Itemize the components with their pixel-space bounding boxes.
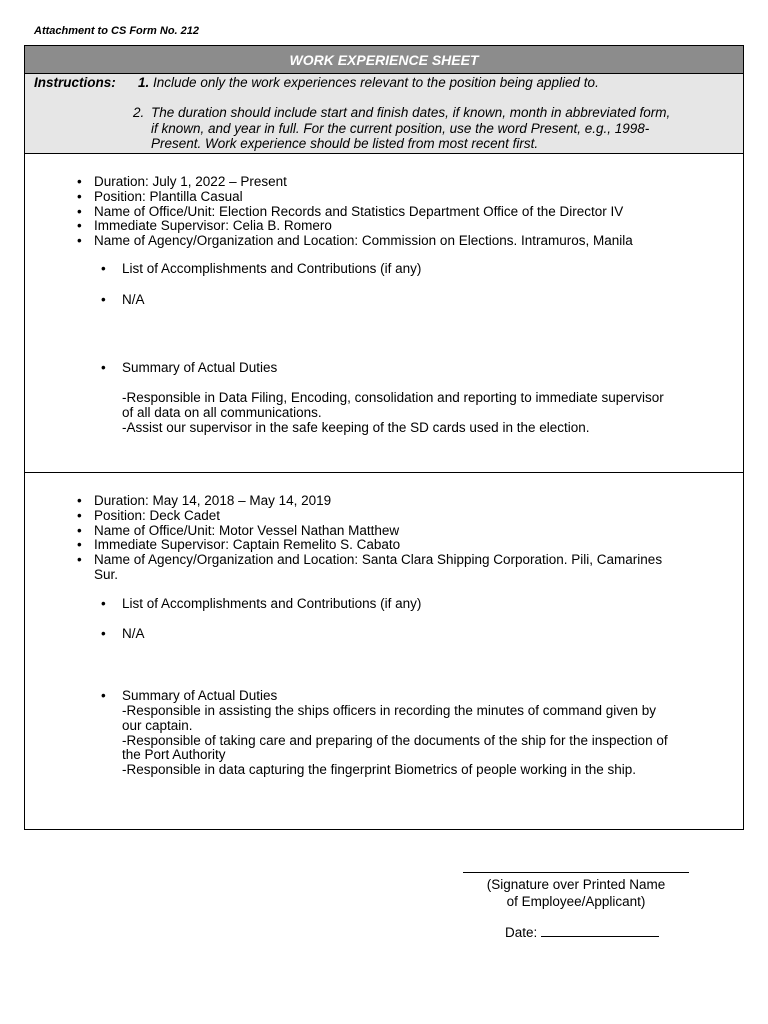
instruction-2-number: 2. — [133, 105, 145, 120]
duty-line: of all data on all communications. — [122, 404, 322, 420]
bullet-icon: • — [101, 360, 106, 375]
instructions-panel — [25, 74, 743, 154]
signature-caption-line-2: of Employee/Applicant) — [506, 894, 646, 909]
instruction-1-number: 1. — [138, 75, 150, 90]
date-label: Date: — [505, 925, 538, 940]
attachment-label: Attachment to CS Form No. 212 — [34, 25, 200, 37]
duties-label: Summary of Actual Duties — [122, 360, 278, 375]
bullet-icon: • — [101, 688, 106, 703]
entry-office: • Name of Office/Unit: Election Records and Statistics Department Office of the Director IV — [77, 205, 737, 220]
accomplishments-label: List of Accomplishments and Contributions (if any) — [122, 261, 422, 276]
entry-agency — [77, 553, 737, 583]
signature-caption-line-1: (Signature over Printed Name — [486, 877, 666, 892]
date-field — [505, 925, 659, 940]
duty-line: our captain. — [122, 717, 193, 733]
duty-line: the Port Authority — [122, 747, 226, 763]
accomplishments-label: List of Accomplishments and Contributions (if any) — [122, 596, 422, 611]
entry-position: • Position: Plantilla Casual — [77, 190, 737, 205]
duty-line: -Responsible in assisting the ships officers in recording the minutes of command given by — [122, 703, 657, 718]
duties-label: Summary of Actual Duties — [122, 688, 278, 703]
instruction-item-1 — [138, 75, 599, 90]
accomplishments-value: N/A — [122, 292, 145, 307]
duty-line: -Responsible of taking care and preparing of the documents of the ship for the inspection of — [122, 732, 668, 748]
bullet-icon: • — [101, 596, 106, 611]
instruction-1-text: Include only the work experiences relevant to the position being applied to. — [153, 75, 599, 90]
entry-2-duties — [122, 704, 734, 778]
entry-supervisor: • Immediate Supervisor: Captain Remelito S. Cabato — [77, 538, 737, 553]
bullet-icon: • — [101, 261, 106, 276]
signature-line[interactable] — [463, 872, 689, 873]
entry-agency-line-2: Sur. — [94, 566, 119, 582]
date-blank-line[interactable] — [541, 925, 659, 937]
signature-block — [463, 855, 689, 910]
instruction-2-line-1: The duration should include start and finish dates, if known, month in abbreviated form, — [151, 105, 671, 120]
instruction-2-line-2: if known, and year in full. For the current position, use the word Present, e.g., 1998- — [151, 120, 650, 136]
entry-duration: • Duration: May 14, 2018 – May 14, 2019 — [77, 494, 737, 509]
work-entry-2 — [25, 473, 743, 828]
duty-line: -Responsible in data capturing the fingerprint Biometrics of people working in the ship. — [122, 762, 637, 778]
bullet-icon: • — [101, 626, 106, 641]
bullet-icon: • — [101, 292, 106, 307]
instructions-label: Instructions: — [34, 75, 116, 90]
work-experience-sheet — [24, 45, 744, 830]
entry-duration: • Duration: July 1, 2022 – Present — [77, 175, 737, 190]
instruction-item-2 — [133, 105, 735, 152]
duty-line: -Responsible in Data Filing, Encoding, consolidation and reporting to immediate supervisor — [122, 390, 664, 405]
instruction-2-line-3: Present. Work experience should be listed from most recent first. — [151, 136, 539, 151]
entry-agency: • Name of Agency/Organization and Location: Commission on Elections. Intramuros, Manila — [77, 234, 737, 249]
sheet-title: WORK EXPERIENCE SHEET — [25, 46, 743, 74]
entry-supervisor: • Immediate Supervisor: Celia B. Romero — [77, 219, 737, 234]
entry-1-duties — [122, 391, 734, 435]
entry-2-details — [77, 494, 737, 583]
work-entry-1 — [25, 154, 743, 473]
entry-1-details — [77, 175, 737, 249]
entry-position: • Position: Deck Cadet — [77, 509, 737, 524]
entry-agency-line-1: • Name of Agency/Organization and Location: Santa Clara Shipping Corporation. Pili, Camarines — [94, 552, 663, 568]
duty-line: -Assist our supervisor in the safe keeping of the SD cards used in the election. — [122, 419, 590, 435]
entry-office: • Name of Office/Unit: Motor Vessel Nathan Matthew — [77, 524, 737, 539]
accomplishments-value: N/A — [122, 626, 145, 641]
